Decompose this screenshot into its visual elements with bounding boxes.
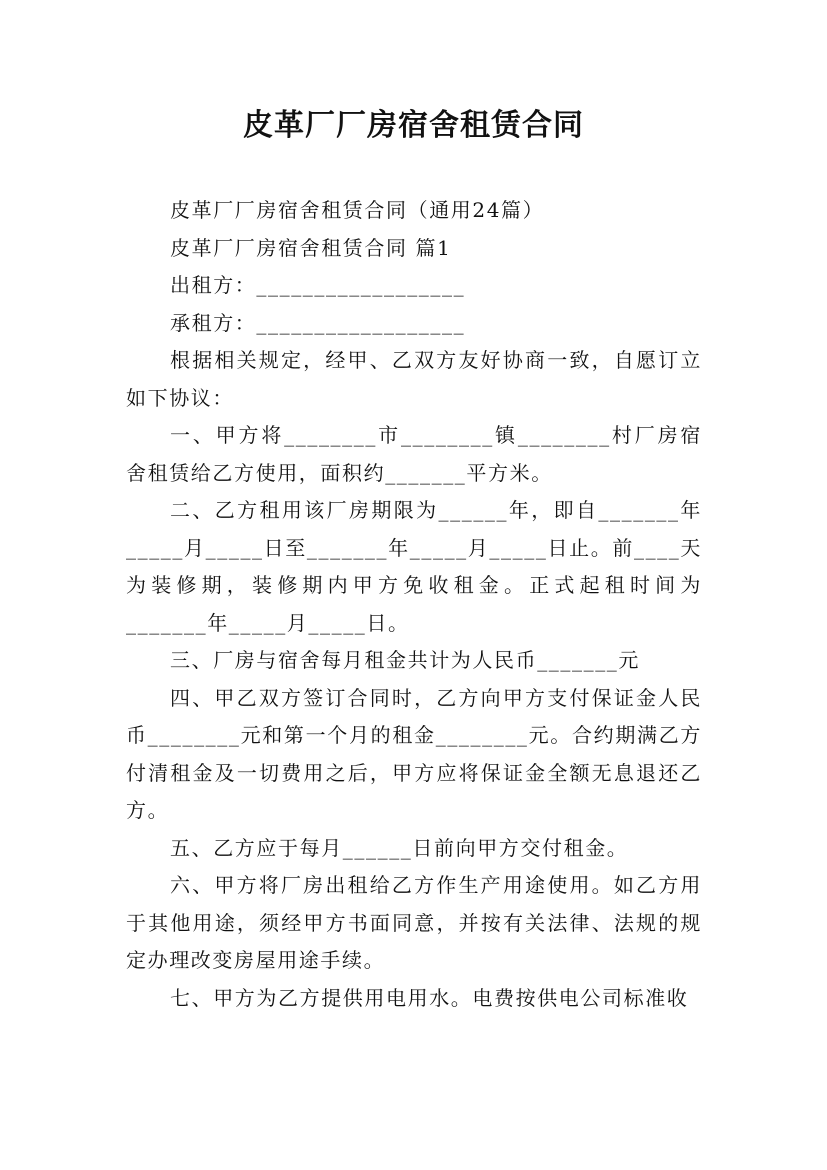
- paragraph-clause-7: 七、甲方为乙方提供用电用水。电费按供电公司标准收: [170, 985, 689, 1010]
- document-title: 皮革厂厂房宿舍租赁合同: [243, 108, 584, 143]
- paragraph-collection-heading: 皮革厂厂房宿舍租赁合同（通用24篇）: [170, 198, 545, 222]
- paragraph-clause-4: 四、甲乙双方签订合同时，乙方向甲方支付保证金人民币________元和第一个月的租金________元。合约期满乙方付清租金及一切费用之后，甲方应将保证金全额无息退还乙方。: [126, 685, 702, 822]
- paragraph-preamble: 根据相关规定，经甲、乙双方友好协商一致，自愿订立如下协议：: [126, 348, 702, 410]
- paragraph-lessee: 承租方：__________________: [170, 310, 466, 335]
- paragraph-clause-5: 五、乙方应于每月______日前向甲方交付租金。: [170, 835, 629, 860]
- document-body: [126, 192, 702, 1017]
- paragraph-clause-3: 三、厂房与宿舍每月租金共计为人民币_______元: [170, 648, 640, 672]
- paragraph-clause-2: 二、乙方租用该厂房期限为______年，即自_______年_____月_____日至_______年_____月_____日止。前____天为装修期，装修期内甲方免收租金。正式起租时间为_______年_____月_____日。: [126, 498, 702, 635]
- paragraph-clause-6: 六、甲方将厂房出租给乙方作生产用途使用。如乙方用于其他用途，须经甲方书面同意，并按有关法律、法规的规定办理改变房屋用途手续。: [126, 873, 702, 972]
- paragraph-clause-1: 一、甲方将________市________镇________村厂房宿舍租赁给乙方使用，面积约_______平方米。: [126, 423, 702, 485]
- paragraph-lessor: 出租方：__________________: [170, 273, 466, 297]
- paragraph-section-heading: 皮革厂厂房宿舍租赁合同 篇1: [170, 235, 452, 260]
